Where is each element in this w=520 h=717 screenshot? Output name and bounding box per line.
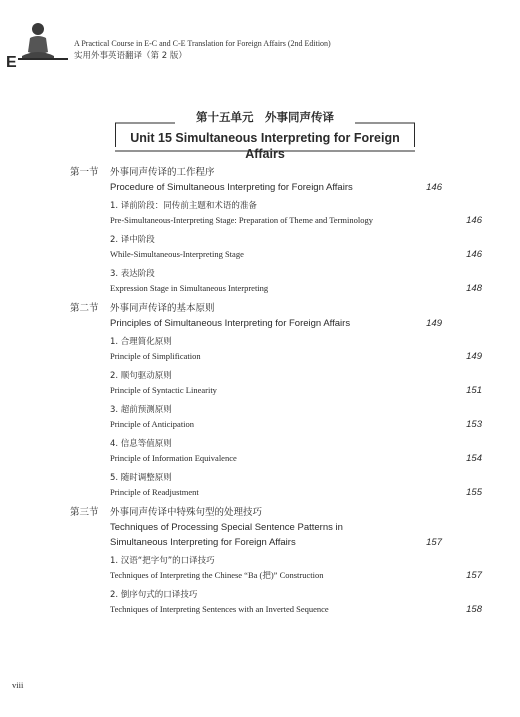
- page-header: [0, 0, 520, 80]
- section-title-en-text: Procedure of Simultaneous Interpreting for Foreign Affairs: [110, 182, 353, 193]
- page-folio: viii: [12, 680, 24, 690]
- page-number: 146: [466, 215, 482, 226]
- page-number: 155: [466, 487, 482, 498]
- unit-title-zh: 第十五单元 外事同声传译: [196, 110, 334, 124]
- subentry-title-zh: 3. 表达阶段: [110, 269, 155, 279]
- subentry-title-en: Pre-Simultaneous-Interpreting Stage: Preparation of Theme and Terminology: [110, 215, 373, 225]
- unit-title-en: Unit 15 Simultaneous Interpreting for Foreign Affairs: [130, 131, 400, 161]
- subentry-title-zh: 5. 随时调整原则: [110, 473, 172, 483]
- subentry-title-zh: 2. 倒序句式的口译技巧: [110, 590, 198, 600]
- unit-heading: [115, 110, 415, 161]
- book-title-en: A Practical Course in E-C and C-E Translation for Foreign Affairs (2nd Edition): [74, 39, 331, 48]
- page-number: 149: [466, 351, 482, 362]
- subentry-title-zh: 1. 汉语“把字句”的口译技巧: [110, 556, 215, 566]
- toc-subentry[interactable]: [110, 267, 482, 296]
- subentry-title-zh: 1. 合理简化原则: [110, 337, 172, 347]
- page-number: 158: [466, 604, 482, 615]
- toc-section-3: [70, 505, 482, 617]
- section-title-en[interactable]: [110, 180, 442, 195]
- svg-text:E: E: [6, 54, 17, 70]
- section-label: 第二节: [70, 303, 99, 314]
- subentry-title-zh: 4. 信息等值原则: [110, 439, 172, 449]
- section-title-zh: 外事同声传译的工作程序: [110, 167, 215, 178]
- toc-section-1: [70, 165, 482, 296]
- toc-subentry[interactable]: [110, 199, 482, 228]
- toc-subentry[interactable]: [110, 588, 482, 617]
- subentry-title-en: Expression Stage in Simultaneous Interpreting: [110, 283, 269, 293]
- page-number: 157: [466, 570, 482, 581]
- subentry-title-zh: 2. 顺句驱动原则: [110, 371, 172, 381]
- subentry-title-en: While-Simultaneous-Interpreting Stage: [110, 249, 244, 259]
- toc-subentry[interactable]: [110, 437, 482, 466]
- meditating-figure-logo-icon: [4, 20, 68, 70]
- book-title: [74, 38, 331, 62]
- book-title-zh: 实用外事英语翻译（第 2 版）: [74, 51, 187, 61]
- toc-subentry[interactable]: [110, 471, 482, 500]
- page-number: 151: [466, 385, 482, 396]
- section-title-en-text: Principles of Simultaneous Interpreting for Foreign Affairs: [110, 318, 351, 329]
- subentry-title-zh: 2. 译中阶段: [110, 235, 155, 245]
- subentry-title-en: Principle of Anticipation: [110, 419, 195, 429]
- toc-subentry[interactable]: [110, 335, 482, 364]
- page-number: 146: [466, 249, 482, 260]
- toc-subentry[interactable]: [110, 554, 482, 583]
- page-number: 157: [426, 537, 442, 548]
- toc-subentry[interactable]: [110, 369, 482, 398]
- section-title-en-text: Techniques of Processing Special Sentence Patterns in Simultaneous Interpreting for Foreign Affairs: [110, 522, 343, 548]
- subentry-title-zh: 3. 超前预测原则: [110, 405, 172, 415]
- subentry-title-en: Principle of Readjustment: [110, 487, 199, 497]
- toc-subentry[interactable]: [110, 403, 482, 432]
- subentry-title-en: Principle of Syntactic Linearity: [110, 385, 217, 395]
- section-label: 第三节: [70, 507, 99, 518]
- page-number: 146: [426, 182, 442, 193]
- toc-subentry[interactable]: [110, 233, 482, 262]
- subentry-title-en: Techniques of Interpreting Sentences with an Inverted Sequence: [110, 604, 329, 614]
- page-number: 153: [466, 419, 482, 430]
- section-title-zh: 外事同声传译中特殊句型的处理技巧: [110, 507, 263, 518]
- subentry-title-en: Techniques of Interpreting the Chinese “Ba (把)” Construction: [110, 570, 324, 580]
- subentry-title-zh: 1. 译前阶段：同传前主题和术语的准备: [110, 201, 257, 211]
- subentry-title-en: Principle of Simplification: [110, 351, 201, 361]
- page-number: 154: [466, 453, 482, 464]
- section-title-en[interactable]: [110, 316, 442, 331]
- section-title-zh: 外事同声传译的基本原则: [110, 303, 215, 314]
- section-label: 第一节: [70, 167, 99, 178]
- page-number: 148: [466, 283, 482, 294]
- section-title-en[interactable]: [110, 520, 442, 550]
- subentry-title-en: Principle of Information Equivalence: [110, 453, 237, 463]
- toc-section-2: [70, 301, 482, 500]
- table-of-contents: [70, 165, 482, 622]
- page-number: 149: [426, 318, 442, 329]
